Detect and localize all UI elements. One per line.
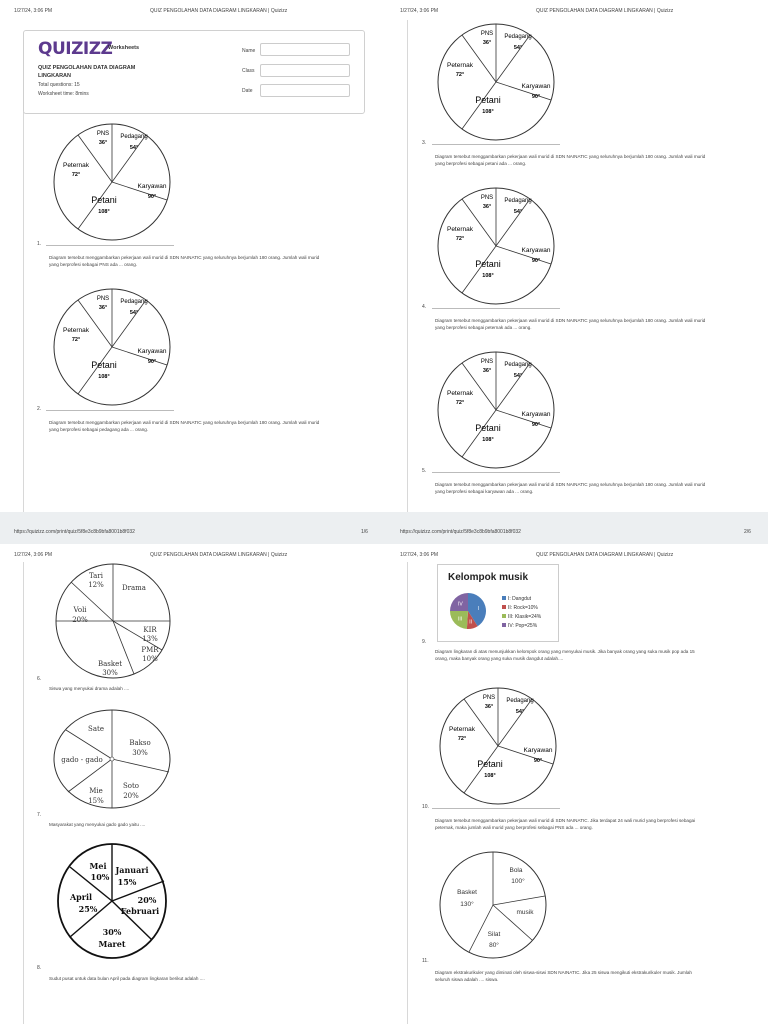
pie-value-peternak: 72° <box>455 236 465 242</box>
page-title: QUIZ PENGOLAHAN DATA DIAGRAM LINGKARAN | Quizizz <box>536 552 674 558</box>
margin-line <box>23 562 24 1024</box>
pie-label-petani: Petani <box>475 259 501 269</box>
pie-label-pedagang: Pedagang <box>504 34 532 40</box>
pie-label-basket: Basket <box>457 889 477 896</box>
pie-value-soto: 20% <box>123 792 139 800</box>
worksheet-card <box>23 30 365 114</box>
pie-label-pedagang: Pedagang <box>504 362 532 368</box>
job-pie-chart <box>52 122 172 242</box>
page-2-number: 2/6 <box>744 529 751 535</box>
answer-line <box>432 308 560 309</box>
pie-label-februari: Februari <box>120 906 160 916</box>
worksheet-time: Worksheet time: 8mins <box>38 91 89 97</box>
chart-legend <box>502 595 541 631</box>
pie-value-mie: 15% <box>88 797 104 805</box>
answer-line <box>432 472 560 473</box>
pie-label-basket: Basket <box>97 660 123 668</box>
question-number: 8. <box>37 965 42 971</box>
question-text: Diagram tersebut menggambarkan pekerjaan wali murid di SDN NAINATIC yang seluruhnya berjumlah 180 orang. Jumlah wali murid yang berprofesi sebagai PNS ada ... orang. <box>49 255 320 267</box>
pie-label-silat: Silat <box>487 931 501 938</box>
page-1-number: 1/6 <box>361 529 368 535</box>
pie-value-pns: 36° <box>482 204 492 210</box>
pie-value-basket: 30% <box>102 669 118 677</box>
pie-label-pedagang: Pedagang <box>120 299 148 305</box>
question-number: 2. <box>37 406 42 412</box>
page-title: QUIZ PENGOLAHAN DATA DIAGRAM LINGKARAN | Quizizz <box>536 8 674 14</box>
pie-label-pedagang: Pedagang <box>506 698 534 704</box>
page-1-url[interactable]: https://quizizz.com/print/quiz/5f8e3c8b9bfa8001b8f032 <box>14 529 135 535</box>
answer-line <box>432 144 560 145</box>
pie-label-bakso: Bakso <box>129 739 151 747</box>
question-number: 9. <box>422 639 427 645</box>
pie-value-karyawan: 90° <box>531 422 541 428</box>
pie-value-karyawan: 90° <box>533 758 543 764</box>
pie-label-peternak: Peternak <box>446 62 474 69</box>
pie-value-pedagang: 54° <box>129 145 139 151</box>
pie-value-karyawan: 90° <box>147 194 157 200</box>
page-2-url[interactable]: https://quizizz.com/print/quiz/5f8e3c8b9bfa8001b8f032 <box>400 529 521 535</box>
extracurricular-pie-chart <box>438 850 548 960</box>
pie-value-peternak: 72° <box>71 337 81 343</box>
margin-line <box>23 112 24 512</box>
question-number: 3. <box>422 140 427 146</box>
pie-value-peternak: 72° <box>455 72 465 78</box>
job-pie-chart <box>436 22 556 142</box>
pie-value-januari: 15% <box>117 877 137 887</box>
pie-slice-label: III <box>458 616 463 623</box>
pie-value-kir: 13% <box>142 635 158 643</box>
pie-value-pns: 36° <box>98 305 108 311</box>
pie-label-petani: Petani <box>91 195 117 205</box>
pie-label-pns: PNS <box>480 31 494 37</box>
legend-item: IV: Pop=25% <box>502 622 541 631</box>
pie-label-bola: Bola <box>509 867 523 874</box>
pie-value-pedagang: 54° <box>515 709 525 715</box>
pie-value-pedagang: 54° <box>513 209 523 215</box>
page-3 <box>0 544 384 1024</box>
pie-label-maret: Maret <box>98 939 126 949</box>
pie-label-karyawan: Karyawan <box>137 183 167 190</box>
date-label: Date <box>242 88 253 94</box>
pie-value-april: 25% <box>78 904 98 914</box>
question-text: Diagram tersebut menggambarkan pekerjaan wali murid di SDN NAINATIC yang seluruhnya berjumlah 180 orang. Jumlah wali murid yang berprofesi sebagai pedagang ada ... orang. <box>49 420 320 432</box>
legend-swatch <box>502 596 506 600</box>
class-label: Class <box>242 68 255 74</box>
legend-item: I: Dangdut <box>502 595 541 604</box>
page-datetime: 1/27/24, 3:06 PM <box>400 552 439 558</box>
pie-value-petani: 108° <box>482 109 494 115</box>
job-pie-chart <box>436 350 556 470</box>
pie-label-petani: Petani <box>477 759 503 769</box>
pie-value-bakso: 30% <box>132 749 148 757</box>
total-questions: Total questions: 15 <box>38 82 80 88</box>
music-chart <box>437 564 559 642</box>
pie-label-soto: Soto <box>122 782 140 790</box>
pie-label-gado-gado: gado - gado <box>61 756 103 764</box>
pie-label-pedagang: Pedagang <box>120 134 148 140</box>
pie-label-karyawan: Karyawan <box>523 747 553 754</box>
job-pie-chart <box>436 186 556 306</box>
pie-label-januari: Januari <box>115 865 149 875</box>
pie-label-peternak: Peternak <box>62 162 90 169</box>
pie-value-petani: 108° <box>482 273 494 279</box>
legend-item: II: Rock=10% <box>502 604 541 613</box>
name-label: Name <box>242 48 256 54</box>
question-text: Diagram lingkaran di atas menunjukkan kelompok orang yang menyukai musik. Jika banyak orang yang suka musik pop ada 15 orang, maka banyak orang yang suka musik dangdut adalah.... <box>435 649 695 661</box>
question-number: 6. <box>37 676 42 682</box>
pie-value-pmr: 10% <box>142 655 158 663</box>
question-number: 10. <box>422 804 429 810</box>
pie-label-petani: Petani <box>475 95 501 105</box>
pie-label-kir: KIR <box>143 626 157 634</box>
question-text: Diagram tersebut menggambarkan pekerjaan wali murid di SDN NAINATIC yang seluruhnya berjumlah 180 orang. Jumlah wali murid yang berprofesi sebagai petani ada ... orang. <box>435 154 706 166</box>
pie-label-pns: PNS <box>96 296 110 302</box>
answer-line <box>432 808 560 809</box>
page-datetime: 1/27/24, 3:06 PM <box>14 552 53 558</box>
pie-label-pns: PNS <box>482 695 496 701</box>
margin-line <box>407 562 408 1024</box>
pie-value-pns: 36° <box>484 704 494 710</box>
pie-label-karyawan: Karyawan <box>521 411 551 418</box>
pie-label-tari: Tari <box>89 572 103 580</box>
logo-subtitle: Worksheets <box>108 45 140 51</box>
job-pie-chart <box>52 287 172 407</box>
pie-label-petani: Petani <box>475 423 501 433</box>
pie-value-pedagang: 54° <box>513 45 523 51</box>
question-text: Sudut pusat untuk data bulan April pada diagram lingkaran berikut adalah .... <box>49 976 205 981</box>
pie-value-pedagang: 54° <box>129 310 139 316</box>
pie-value-bola: 100° <box>511 878 525 885</box>
question-text: Diagram tersebut menggambarkan pekerjaan wali murid di SDN NAINATIC yang seluruhnya berjumlah 180 orang. Jumlah wali murid yang berprofesi sebagai peternak ada ... orang. <box>435 318 706 330</box>
pie-value-pedagang: 54° <box>513 373 523 379</box>
pie-label-karyawan: Karyawan <box>137 348 167 355</box>
page-title: QUIZ PENGOLAHAN DATA DIAGRAM LINGKARAN | Quizizz <box>150 8 288 14</box>
pie-value-silat: 80° <box>489 942 499 949</box>
answer-line <box>46 410 174 411</box>
margin-line <box>407 20 408 512</box>
pie-label-april: April <box>69 892 93 902</box>
question-text: Diagram tersebut menggambarkan pekerjaan wali murid di SDN NAINATIC. Jika terdapat 24 wali murid yang berprofesi sebagai peternak, maka jumlah wali murid yang berprofesi sebagai PNS ada ... orang. <box>435 818 696 830</box>
pie-label-karyawan: Karyawan <box>521 83 551 90</box>
pie-label-petani: Petani <box>91 360 117 370</box>
music-pie <box>448 591 488 631</box>
quizizz-logo: QUIZIZZ <box>38 39 113 59</box>
pie-label-karyawan: Karyawan <box>521 247 551 254</box>
page-datetime: 1/27/24, 3:06 PM <box>14 8 53 14</box>
pie-label-sate: Sate <box>88 725 104 733</box>
pie-value-petani: 108° <box>98 209 110 215</box>
pie-value-pns: 36° <box>98 140 108 146</box>
pie-value-maret: 30% <box>102 927 122 937</box>
pie-label-peternak: Peternak <box>446 390 474 397</box>
page-4 <box>384 544 768 1024</box>
answer-line <box>46 245 174 246</box>
quiz-title: QUIZ PENGOLAHAN DATA DIAGRAM LINGKARAN <box>38 65 136 79</box>
page-title: QUIZ PENGOLAHAN DATA DIAGRAM LINGKARAN | Quizizz <box>150 552 288 558</box>
pie-label-pns: PNS <box>480 195 494 201</box>
pie-value-basket: 130° <box>460 901 474 908</box>
pie-value-mei: 10% <box>90 872 110 882</box>
pie-value-pns: 36° <box>482 40 492 46</box>
month-pie-chart <box>56 842 168 960</box>
pie-value-tari: 12% <box>88 581 104 589</box>
pie-label-drama: Drama <box>122 584 146 592</box>
pie-label-peternak: Peternak <box>62 327 90 334</box>
legend-item: III: Klasik=24% <box>502 613 541 622</box>
pie-label-voli: Voli <box>73 606 87 614</box>
page-1 <box>0 0 384 512</box>
food-pie-chart <box>52 708 172 810</box>
question-number: 7. <box>37 812 42 818</box>
question-text: Diagram ekstrakurikuler yang diminati oleh siswa-siswi SDN NAINATIC. Jika 25 siswa mengikuti ekstrakurikuler musik. Jumlah seluruh siswa adalah .... siswa. <box>435 970 692 982</box>
pie-value-peternak: 72° <box>457 736 467 742</box>
job-pie-chart <box>438 686 558 806</box>
pie-label-pns: PNS <box>480 359 494 365</box>
legend-swatch <box>502 623 506 627</box>
name-field[interactable] <box>260 43 350 56</box>
pie-label-pns: PNS <box>96 131 110 137</box>
pie-slice-label: IV <box>457 601 463 608</box>
pie-value-petani: 108° <box>484 773 496 779</box>
pie-label-musik: musik <box>516 909 534 916</box>
pie-value-petani: 108° <box>98 374 110 380</box>
pie-value-karyawan: 90° <box>531 94 541 100</box>
chart-title: Kelompok musik <box>448 572 529 583</box>
pie-label-mie: Mie <box>89 787 103 795</box>
pie-slice-label: II <box>469 619 473 626</box>
pie-value-karyawan: 90° <box>531 258 541 264</box>
question-number: 11. <box>422 958 429 964</box>
pie-label-mei: Mei <box>89 861 107 871</box>
pie-label-peternak: Peternak <box>446 226 474 233</box>
pie-label-pmr: PMR <box>141 646 159 654</box>
question-text: Diagram tersebut menggambarkan pekerjaan wali murid di SDN NAINATIC yang seluruhnya berjumlah 180 orang. Jumlah wali murid yang berprofesi sebagai karyawan ada ... orang. <box>435 482 706 494</box>
page-2 <box>384 0 768 512</box>
question-number: 1. <box>37 241 42 247</box>
pie-value-pns: 36° <box>482 368 492 374</box>
pie-value-peternak: 72° <box>71 172 81 178</box>
pie-value-februari: 20% <box>137 895 157 905</box>
pie-slice-label: I <box>477 605 480 612</box>
club-pie-chart <box>54 562 172 680</box>
pie-value-peternak: 72° <box>455 400 465 406</box>
pie-label-pedagang: Pedagang <box>504 198 532 204</box>
pie-value-voli: 20% <box>72 616 88 624</box>
date-field[interactable] <box>260 84 350 97</box>
legend-swatch <box>502 614 506 618</box>
page-datetime: 1/27/24, 3:06 PM <box>400 8 439 14</box>
question-text: Masyarakat yang menyukai gado gado yaitu .... <box>49 822 146 827</box>
pie-label-peternak: Peternak <box>448 726 476 733</box>
pie-value-petani: 108° <box>482 437 494 443</box>
legend-swatch <box>502 605 506 609</box>
class-field[interactable] <box>260 64 350 77</box>
question-number: 5. <box>422 468 427 474</box>
question-number: 4. <box>422 304 427 310</box>
pie-value-karyawan: 90° <box>147 359 157 365</box>
question-text: Siswa yang menyukai drama adalah .... <box>49 686 130 691</box>
